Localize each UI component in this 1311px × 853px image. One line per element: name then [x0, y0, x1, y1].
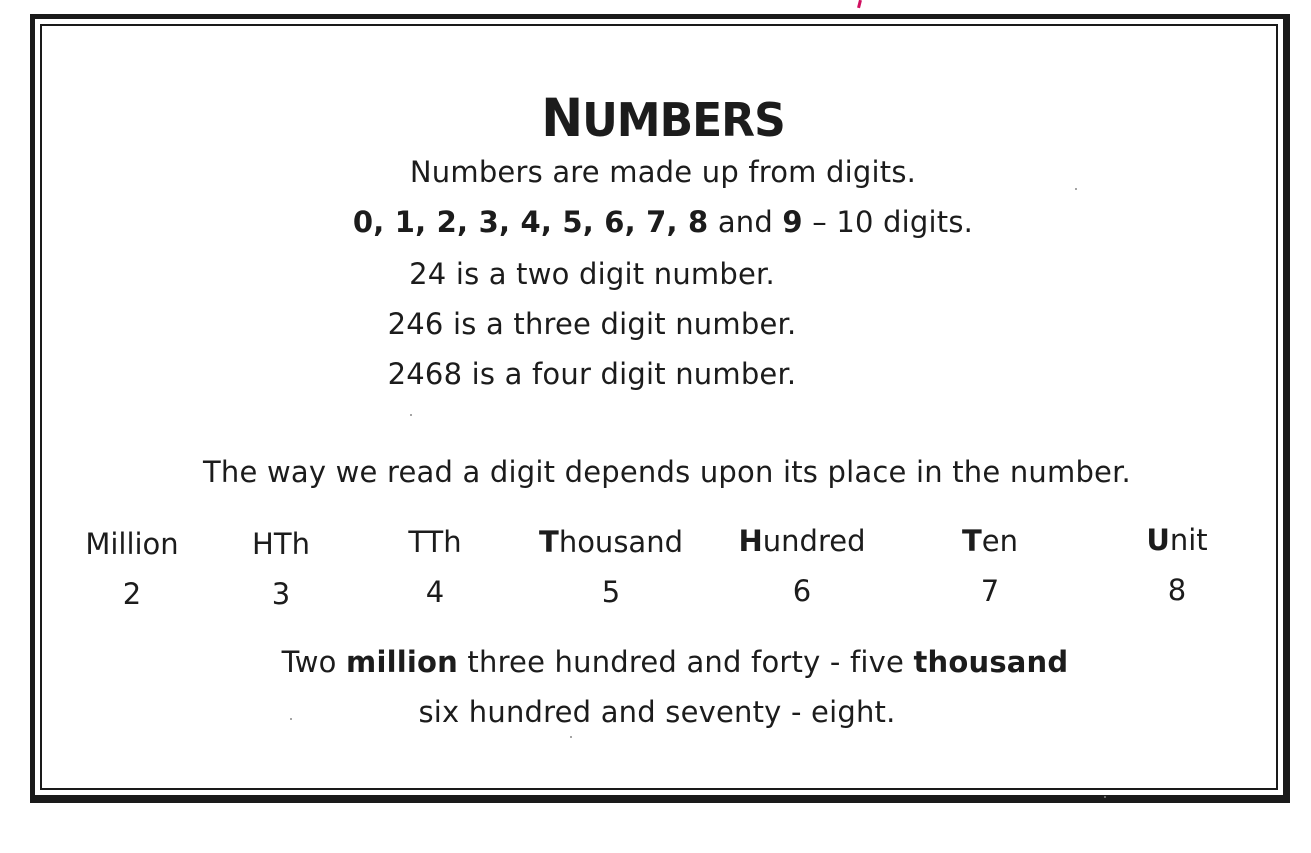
scan-speck: [290, 718, 292, 720]
place-digit-hundred: 6: [792, 574, 812, 608]
reading-bold-thousand: thousand: [913, 645, 1069, 679]
scan-speck: [1104, 796, 1106, 798]
three-digit-line: 246 is a three digit number.: [387, 307, 797, 341]
reading-bold-million: million: [346, 645, 458, 679]
pink-pen-mark: [857, 0, 862, 8]
page-title: [35, 88, 1291, 149]
digits-bold-list: 0, 1, 2, 3, 4, 5, 6, 7, 8: [352, 205, 709, 239]
place-intro-line: The way we read a digit depends upon its place in the number.: [203, 455, 1131, 489]
place-label-thousand: Thousand: [539, 525, 683, 559]
place-digit-ten: 7: [980, 574, 1000, 608]
digits-and: and: [708, 205, 783, 239]
digits-tail: – 10 digits.: [802, 205, 974, 239]
four-digit-line: 2468 is a four digit number.: [387, 357, 797, 391]
digits-bold-nine: 9: [782, 205, 803, 239]
intro-line-1: Numbers are made up from digits.: [409, 155, 917, 189]
reading-line-2: six hundred and seventy - eight.: [418, 695, 896, 729]
scan-speck: [410, 414, 412, 416]
place-label-unit: Unit: [1146, 523, 1208, 557]
place-label-tth: TTh: [408, 525, 462, 559]
place-label-hth: HTh: [252, 527, 310, 561]
place-digit-tth: 4: [425, 575, 445, 609]
place-label-ten: Ten: [961, 524, 1019, 558]
scan-speck: [570, 736, 572, 738]
place-label-hundred: Hundred: [738, 524, 866, 558]
title-first-letter: N: [541, 87, 583, 149]
scan-speck: [1075, 188, 1077, 190]
worksheet-frame: [30, 14, 1290, 803]
place-digit-unit: 8: [1167, 573, 1187, 607]
title-rest: UMBERS: [582, 93, 785, 148]
reading-line-1: Two million three hundred and forty - five thousand: [281, 645, 1069, 679]
two-digit-line: 24 is a two digit number.: [409, 257, 775, 291]
place-digit-thousand: 5: [601, 575, 621, 609]
place-digit-hth: 3: [271, 577, 291, 611]
place-label-million: Million: [85, 527, 179, 561]
digits-line: [35, 205, 1291, 239]
place-digit-million: 2: [122, 577, 142, 611]
